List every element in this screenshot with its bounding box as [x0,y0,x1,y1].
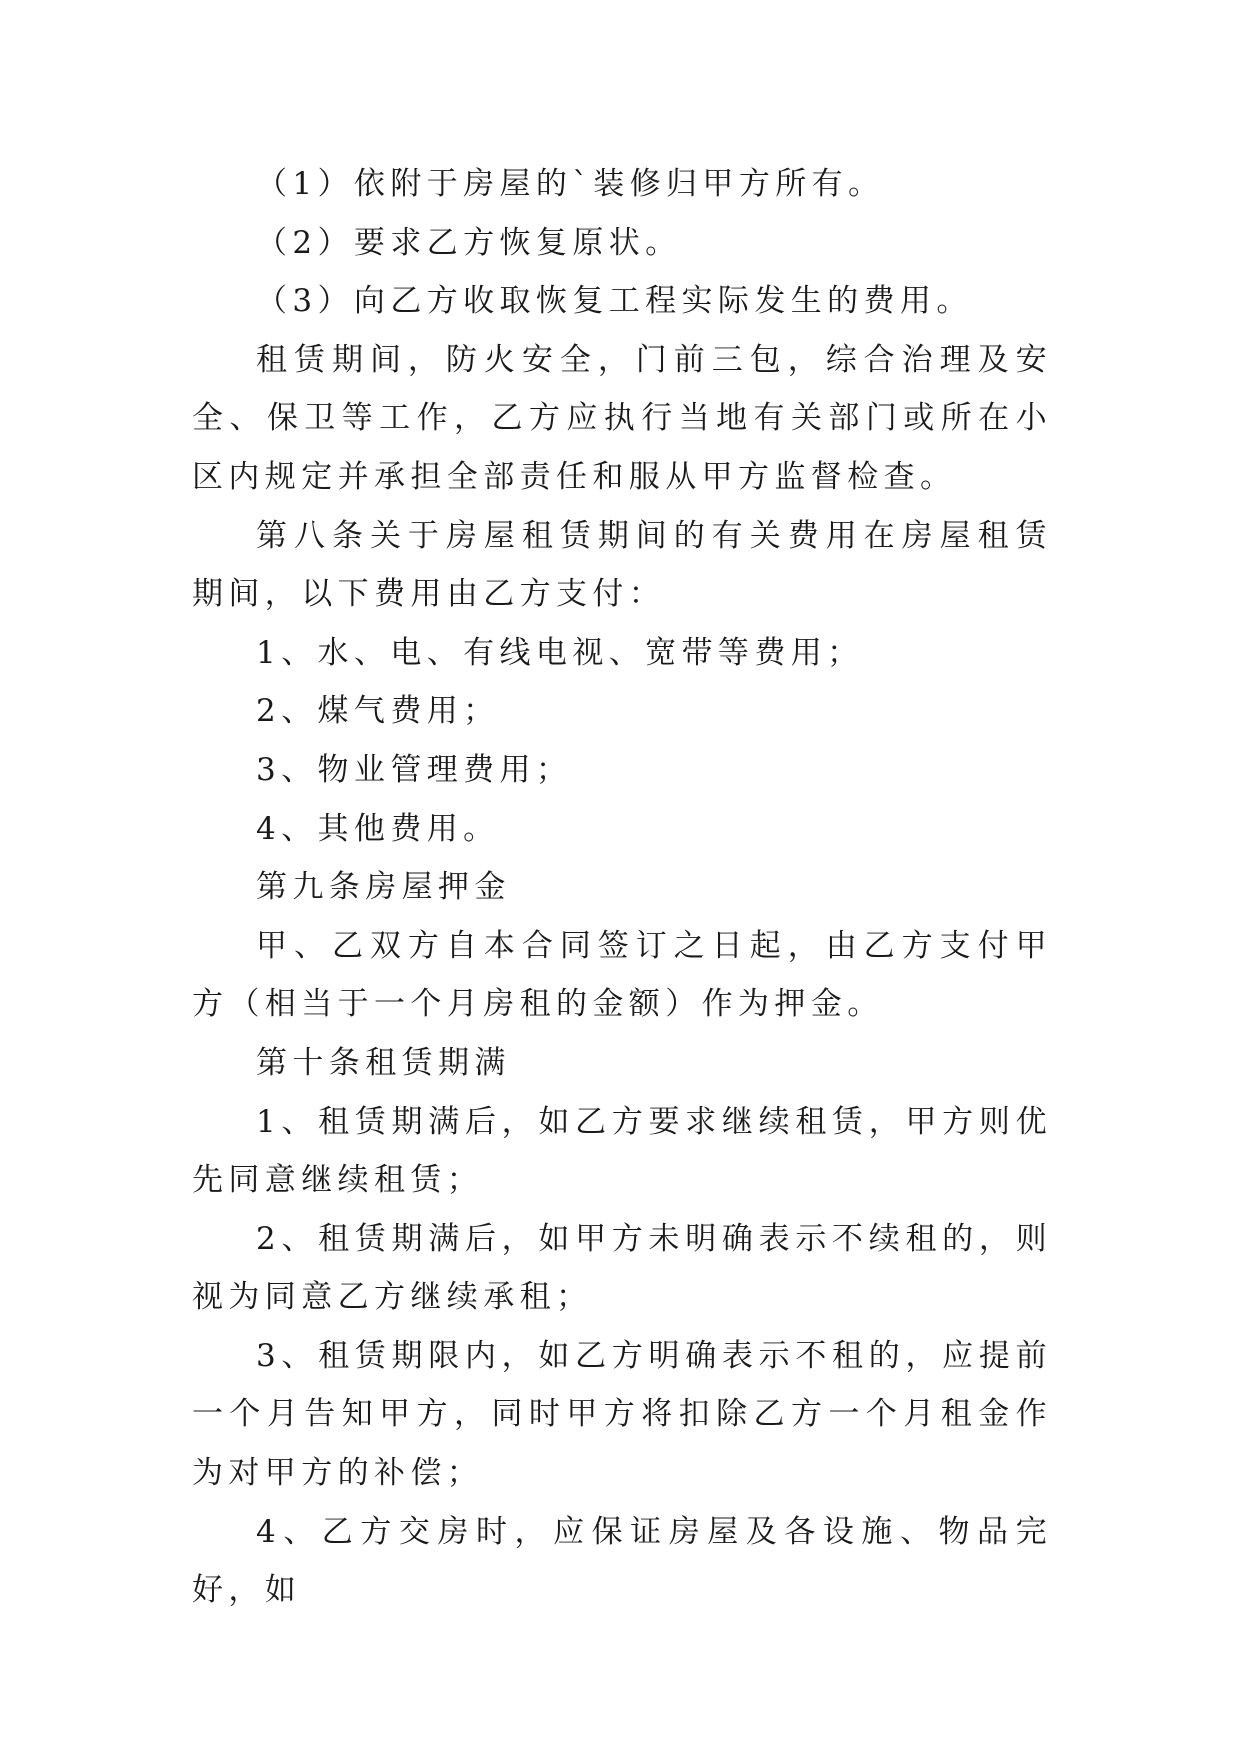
paragraph-safety-duties: 租赁期间，防火安全，门前三包，综合治理及安全、保卫等工作，乙方应执行当地有关部门或所在小区内规定并承担全部责任和服从甲方监督检查。 [192,341,1052,495]
list-item-fee-4: 4、其他费用。 [256,810,500,847]
heading-article-10: 第十条租赁期满 [256,1044,511,1081]
paragraph-decoration-ownership: （1）依附于房屋的`装修归甲方所有。 [256,166,885,202]
paragraph-deposit: 甲、乙双方自本合同签订之日起，由乙方支付甲方（相当于一个月房租的金额）作为押金。 [192,927,1052,1023]
list-item-fee-1: 1、水、电、有线电视、宽带等费用； [256,634,864,671]
list-item-fee-3: 3、物业管理费用； [256,751,573,788]
list-item-expiry-2: 2、租赁期满后，如甲方未明确表示不续租的，则视为同意乙方继续承租； [192,1220,1052,1316]
paragraph-restore-original: （2）要求乙方恢复原状。 [256,224,682,261]
list-item-expiry-3: 3、租赁期限内，如乙方明确表示不租的，应提前一个月告知甲方，同时甲方将扣除乙方一个月租金作为对甲方的补偿； [192,1337,1052,1492]
list-item-fee-2: 2、煤气费用； [256,693,500,730]
heading-article-9: 第九条房屋押金 [256,869,511,906]
list-item-expiry-1: 1、租赁期满后，如乙方要求继续租赁，甲方则优先同意继续租赁； [192,1103,1052,1199]
document-body [192,155,1052,1620]
list-item-expiry-4: 4、乙方交房时，应保证房屋及各设施、物品完好，如 [192,1513,1052,1609]
paragraph-article-8: 第八条关于房屋租赁期间的有关费用在房屋租赁期间，以下费用由乙方支付： [192,517,1052,613]
paragraph-restore-cost: （3）向乙方收取恢复工程实际发生的费用。 [256,283,973,320]
